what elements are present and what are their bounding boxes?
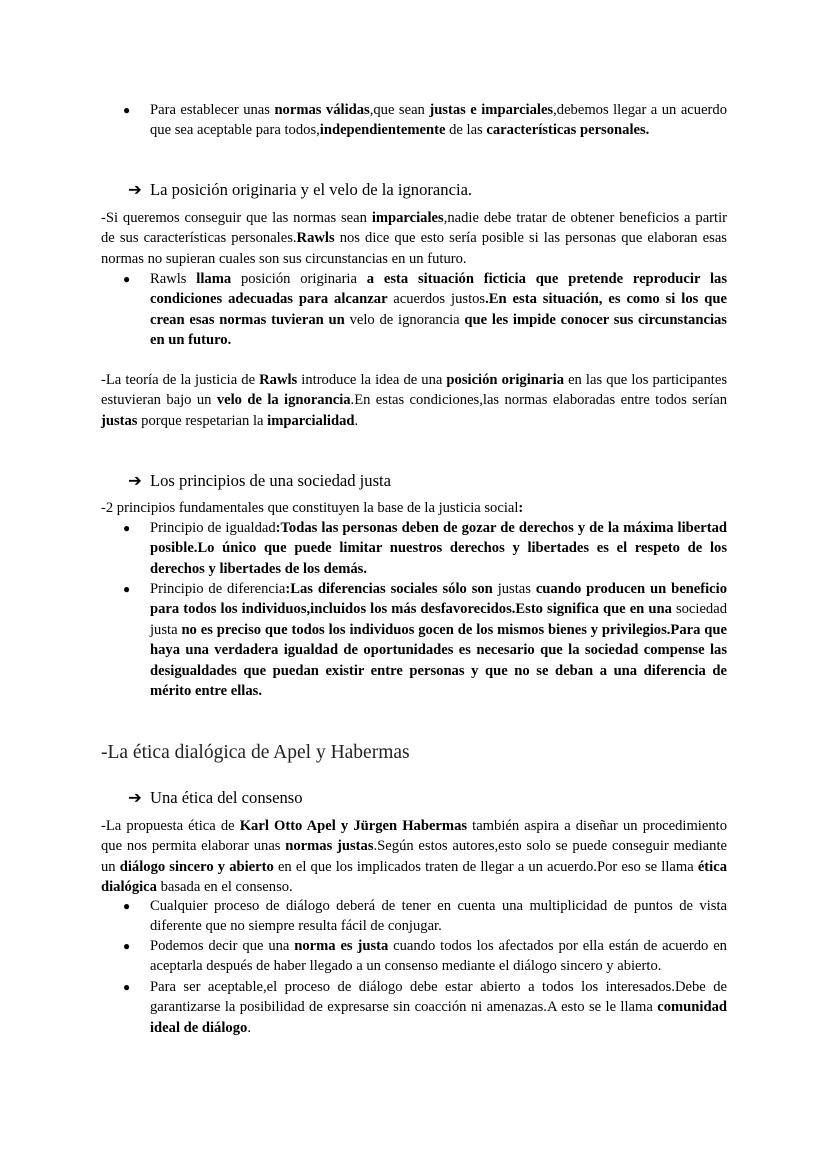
text-run: cuando todos los afectados por ella están de acuerdo en aceptarla después de haber llegado a un consenso mediante el diálogo sincero y abierto. bbox=[150, 938, 727, 975]
bold-term: imparciales bbox=[371, 210, 444, 226]
text-run: acuerdos justos bbox=[393, 291, 486, 308]
text-run: ,debemos llegar a un acuerdo que sea aceptable para todos, bbox=[150, 102, 728, 139]
text-run: -Si queremos conseguir que las normas sean bbox=[101, 210, 372, 226]
bold-term: justas e imparciales bbox=[429, 102, 554, 118]
paragraph-teoria-justicia bbox=[101, 370, 727, 431]
text-run: Podemos decir que una bbox=[150, 938, 295, 954]
bold-term: a esta situación ficticia que pretende reproducir las condiciones adecuadas para alcanzar bbox=[150, 271, 727, 308]
bold-term: :Todas las personas deben de gozar de derechos y de la máxima libertad posible.Lo único que puede limitar nuestros derechos y libertades es el respeto de los derechos y libertades de los demás. bbox=[150, 520, 727, 577]
bold-term: .En esta situación, es como si los que crean esas normas tuvieran un bbox=[150, 291, 727, 328]
subheading-posicion-originaria: ➔ La posición originaria y el velo de la ignorancia. bbox=[128, 180, 473, 199]
heading-etica-dialogica: -La ética dialógica de Apel y Habermas bbox=[101, 742, 410, 763]
text-run: introduce la idea de una bbox=[297, 372, 447, 388]
bold-term: Rawls bbox=[296, 230, 335, 247]
bold-term: características personales. bbox=[486, 122, 650, 139]
bullet: ● bbox=[123, 103, 131, 117]
arrow-icon: ➔ bbox=[128, 471, 142, 490]
bullet-norma-justa bbox=[150, 936, 727, 977]
bold-term: norma es justa bbox=[294, 938, 389, 954]
bold-term: independientemente bbox=[319, 122, 446, 139]
text-run: porque respetarian la bbox=[137, 412, 268, 429]
text-run: -La teoría de la justicia de bbox=[101, 372, 260, 388]
paragraph-imparciales bbox=[101, 208, 727, 269]
bullet: ● bbox=[123, 899, 131, 913]
arrow-icon: ➔ bbox=[128, 180, 142, 199]
text-run: también aspira a diseñar un procedimiento que nos permita elaborar unas bbox=[101, 818, 727, 855]
text-run: nos dice que esto sería posible si las personas que elaboran esas normas no supieran cuales son sus circunstancias en un futuro. bbox=[101, 230, 727, 267]
text-run: -2 principios fundamentales que constituyen la base de la justicia social bbox=[101, 500, 519, 516]
bullet: ● bbox=[123, 272, 131, 286]
bold-term: que les impide conocer sus circunstancias en un futuro. bbox=[150, 311, 727, 349]
bold-term: ética dialógica bbox=[101, 858, 727, 896]
bold-term: : bbox=[518, 500, 524, 516]
text-run: justas bbox=[497, 581, 531, 597]
text-run: velo de ignorancia bbox=[349, 311, 460, 328]
bold-term: diálogo sincero y abierto bbox=[119, 858, 274, 875]
text-run: Cualquier proceso de diálogo deberá de tener en cuenta una multiplicidad de puntos de vista diferente que no siempre resulta fácil de conjugar. bbox=[150, 898, 727, 935]
text-run: .En estas condiciones,las normas elaboradas entre todos serían bbox=[350, 392, 727, 409]
bold-term: normas válidas bbox=[274, 102, 370, 118]
text-run: Principio de diferencia bbox=[150, 581, 286, 597]
bold-term: cuando producen un beneficio para todos los individuos,incluidos los más desfavorecidos.Esto significa que en una bbox=[150, 581, 728, 618]
text-run: de las bbox=[445, 122, 487, 139]
text-run: . bbox=[247, 1019, 251, 1036]
bold-term: justas bbox=[101, 412, 138, 429]
text-run: posición originaria bbox=[240, 271, 357, 287]
bullet-rawls-posicion bbox=[150, 269, 727, 351]
bold-term: Karl Otto Apel y Jürgen Habermas bbox=[239, 818, 468, 834]
paragraph-apel-habermas bbox=[101, 816, 727, 898]
text-run: Para ser aceptable,el proceso de diálogo debe estar abierto a todos los interesados.Debe de garantizarse la posibilidad de expresarse sin coacción ni amenazas.A esto se le llama bbox=[150, 979, 727, 1016]
text-run: Rawls bbox=[150, 271, 187, 287]
arrow-icon: ➔ bbox=[128, 788, 142, 807]
text-run: -La propuesta ética de bbox=[101, 818, 240, 834]
text-run: ,que sean bbox=[369, 102, 430, 118]
text-run: basada en el consenso. bbox=[156, 879, 293, 896]
bullet-proceso-dialogo bbox=[150, 896, 727, 937]
bold-term: Rawls bbox=[259, 372, 298, 388]
bold-term: imparcialidad bbox=[267, 412, 355, 429]
bold-term: no es preciso que todos los individuos gocen de los mismos bienes y privilegios.Para que haya una verdadera igualdad de oportunidades es necesario que la sociedad compense las desigualdades que puedan existir entre personas y que no se deban a una diferencia de mérito entre ellas. bbox=[150, 621, 727, 700]
text-run: ,nadie debe tratar de obtener beneficios a partir de sus características personales. bbox=[101, 210, 727, 247]
bullet: ● bbox=[123, 980, 131, 994]
text-run: Principio de igualdad bbox=[150, 520, 276, 536]
text-run: . bbox=[354, 412, 359, 429]
subheading-principios: ➔ Los principios de una sociedad justa bbox=[128, 471, 392, 490]
bullet: ● bbox=[123, 939, 131, 953]
bold-term: :Las diferencias sociales sólo son bbox=[285, 581, 498, 597]
bold-term: velo de la ignorancia bbox=[216, 392, 351, 409]
paragraph-dos-principios bbox=[101, 498, 727, 518]
bullet-comunidad-ideal bbox=[150, 977, 727, 1038]
bullet-principio-igualdad bbox=[150, 518, 727, 579]
text-run: Para establecer unas bbox=[150, 102, 275, 118]
bullet-principio-diferencia bbox=[150, 579, 727, 701]
text-run: sociedad justa bbox=[150, 601, 727, 638]
text-run: .Según estos autores,esto solo se puede conseguir mediante un bbox=[101, 838, 727, 875]
bold-term: comunidad ideal de diálogo bbox=[150, 999, 727, 1036]
bullet: ● bbox=[123, 582, 131, 596]
bold-term: posición originaria bbox=[446, 372, 565, 388]
bold-term: llama bbox=[186, 271, 241, 287]
bullet: ● bbox=[123, 521, 131, 535]
bold-term: normas justas bbox=[285, 838, 374, 855]
text-run: en las que los participantes estuvieran bajo un bbox=[101, 372, 727, 409]
text-run: en el que los implicados traten de llegar a un acuerdo.Por eso se llama bbox=[273, 858, 698, 875]
subheading-etica-consenso: ➔ Una ética del consenso bbox=[128, 788, 303, 807]
bullet-normas-validas bbox=[150, 100, 727, 141]
